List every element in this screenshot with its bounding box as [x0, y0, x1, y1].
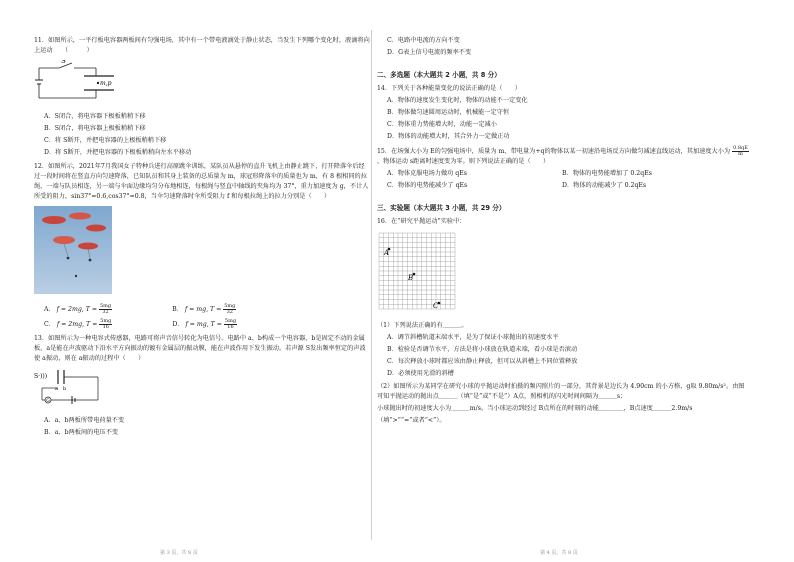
q15-acceleration-fraction: $\frac{0.8qE}{m}$ — [733, 145, 748, 157]
q12-parachute-photo — [34, 206, 370, 298]
q15-option-a: A．物体克服电场力做功 qEs — [387, 170, 467, 177]
capacitor-circuit-diagram — [34, 60, 144, 102]
q15-option-c: C．物体的电势能减少了 qEs — [387, 182, 468, 189]
q13-option-b: B．a、b两板间的电压不变 — [44, 429, 119, 436]
q11-option-b: B．S闭合，将电容器上极板稍稍下移 — [44, 125, 146, 132]
column-divider — [371, 30, 372, 540]
footer-page-right: 第 4 页，共 8 页 — [540, 550, 578, 556]
q16-option-c: C．每次释放小球时都应该由静止释放，但可以从斜槽上不同位置释放 — [387, 358, 578, 365]
q11-stem: 11．如图所示，一平行板电容器两板间有匀强电场，其中有一个带电液滴处于静止状态，当发生下列哪个变化时，液滴将向上运动 （ ） — [34, 37, 370, 54]
q14-option-b: B．物体做匀速圆周运动时，机械能一定守恒 — [387, 109, 510, 116]
q11-circuit-figure — [34, 60, 370, 106]
projectile-grid-diagram — [377, 231, 457, 311]
q12-options — [34, 304, 370, 330]
q16-option-b: B．检验是否调节水平，方法是将小球放在轨道末端，看小球是否滚动 — [387, 346, 578, 353]
q12-option-a: A． f = 2mg, T = $\frac{5mg}{32}$ — [44, 303, 112, 315]
q13-sensor-figure — [34, 368, 370, 410]
q11-option-c: C．将 S断开，并把电容器的上极板稍稍下移 — [44, 137, 167, 144]
q15-options — [387, 169, 749, 193]
capacitive-sensor-diagram — [34, 368, 104, 406]
q12-option-c: C． f = 2mg, T = $\frac{5mg}{16}$ — [44, 318, 112, 330]
switch-label: S — [61, 60, 66, 65]
q13-option-d: D．G表上信号电流的频率不变 — [387, 49, 472, 56]
q15-option-d: D．物体的动能减少了 0.2qEs — [562, 182, 647, 189]
q11-option-a: A．S闭合，将电容器下极板稍稍下移 — [44, 113, 146, 120]
q13-option-a: A．a、b两板所带电荷量不变 — [44, 417, 125, 424]
charge-label: m,p — [100, 80, 112, 87]
svg-text:b: b — [63, 386, 67, 392]
left-column — [34, 36, 370, 440]
q14-option-a: A．物体的速度发生变化时，物体的动能不一定变化 — [387, 97, 528, 104]
q14-option-d: D．物体的动能增大时，其合外力一定做正功 — [387, 133, 510, 140]
q16-sub1: （1）下列说法正确的有＿＿＿。 — [377, 322, 468, 329]
q11-option-d: D．将 S断开，并把电容器的下极板稍稍向左水平移动 — [44, 149, 192, 156]
svg-text:G: G — [46, 399, 50, 404]
q15-stem: 15．在场强大小为 E的匀强电场中，质量为 m、带电量为+q的物体以某一初速沿电场反方向做匀减速直线运动，其加速度大小为 $\frac{0.8qE}{m}$ ，物体运动 s距离时速度变为零。则下列说法正确的是（ ） — [377, 145, 748, 165]
svg-text:a: a — [55, 386, 58, 392]
q13-stem: 13．如图所示为一种电容式传感器，电路可将声音信号转化为电信号。电路中 a、b构成一个电容器，b是固定不动的金属板，a是能在声波驱动下沿水平方向振动的镀有金属层的振动膜，能在声波作用下发生振动。若声源 S发出频率恒定的声波使 a振动，则在 a振动的过程中（ ） — [34, 335, 366, 362]
q15-option-b: B．物体的电势能增加了 0.2qEs — [562, 170, 652, 177]
footer-page-left: 第 3 页，共 8 页 — [160, 550, 198, 556]
parachute-image — [34, 206, 112, 294]
q14-option-c: C．物体重力势能增大时，动能一定减小 — [387, 121, 497, 128]
point-a-label: A — [384, 249, 390, 257]
q16-grid-figure — [377, 231, 749, 315]
q13-option-c: C．电路中电流的方向不变 — [387, 37, 460, 44]
q16-sub2-part2: 小球抛出时的初速度大小为＿＿＿m/s。当小球运动到经过 B点所在的时刻的动能＿＿＿＿，B点速度＿＿＿2.9m/s — [377, 405, 693, 412]
q16-stem: 16．在“研究平抛运动”实验中： — [377, 218, 466, 225]
q16-option-a: A．调节斜槽轨道末端水平，是为了保证小球抛出的初速度水平 — [387, 334, 559, 341]
right-column — [377, 36, 749, 428]
q16-sub2-part3: （填“>”“=”或者“<”）。 — [377, 417, 446, 424]
q16-sub2-part1: （2）如图所示为某同学在研究小球的平抛运动时拍摄的频闪照片的一部分，其背景是边长为 4.90cm 的小方格，g取 9.80m/s²。由图可知平抛运动的抛出点＿＿＿（填“是”或“不是”）A点，照相机的闪光时间间隔为＿＿＿s； — [377, 383, 745, 400]
q12-option-d: D． f = mg, T = $\frac{5mg}{16}$ — [172, 318, 237, 330]
point-c-label: C — [433, 302, 439, 310]
section-2-title: 二、多选题（本大题共 2 小题，共 8 分） — [377, 71, 501, 79]
q16-option-d: D．必须使用光滑的斜槽 — [387, 370, 454, 377]
point-b-label: B — [408, 274, 414, 282]
q14-stem: 14．下列关于各种能量变化的说法正确的是（ ） — [377, 85, 521, 92]
svg-text:S·))): S·))) — [34, 373, 48, 380]
q12-stem: 12．如图所示，2021年7月我国女子特种兵进行高原跳伞训练，某队员从悬停的直升飞机上由静止跳下，打开降落伞后经过一段时间将在竖直方向匀速降落，已知队员和其身上装备的总质量为 m，球冠形降落伞的质量也为 m，有 8 根相同的拉绳，一端与队员相连，另一端与伞面边缘均匀分布地相连，每根绳与竖直中轴线的夹角均为 37°，重力加速度为 g，不计人所受的阻力，sin37°=0.6,cos37°=0.8，当伞匀速降落时伞所受阻力 f 和每根拉绳上的拉力分别是（ ） — [34, 163, 369, 200]
section-3-title: 三、实验题（本大题共 3 小题，共 29 分） — [377, 204, 506, 212]
q12-option-b: B． f = mg, T = $\frac{5mg}{32}$ — [172, 303, 236, 315]
